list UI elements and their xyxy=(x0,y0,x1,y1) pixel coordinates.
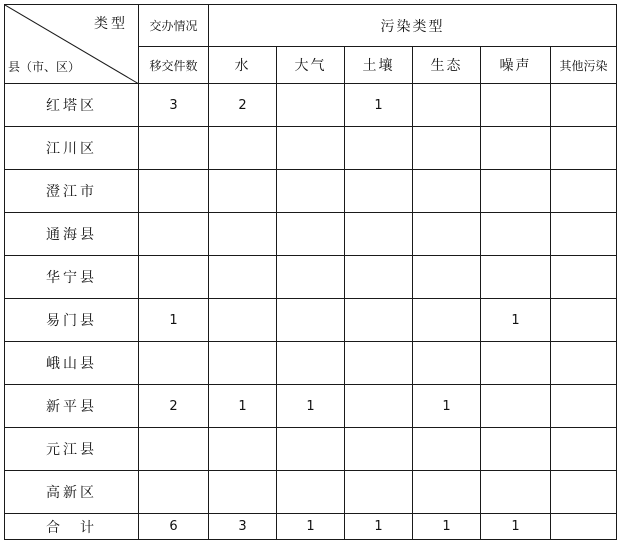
pollution-statistics-table-container xyxy=(4,4,617,540)
count-cell xyxy=(209,299,277,342)
count-cell xyxy=(413,84,481,127)
count-cell: 1 xyxy=(413,385,481,428)
count-cell xyxy=(413,127,481,170)
count-cell xyxy=(277,127,345,170)
count-cell xyxy=(139,213,209,256)
county-name-cell: 华宁县 xyxy=(5,256,139,299)
count-cell xyxy=(413,213,481,256)
count-cell xyxy=(345,213,413,256)
count-cell xyxy=(277,256,345,299)
count-cell xyxy=(345,127,413,170)
count-cell xyxy=(277,84,345,127)
county-name-cell: 红塔区 xyxy=(5,84,139,127)
count-cell xyxy=(209,170,277,213)
count-cell xyxy=(551,170,617,213)
table-row xyxy=(5,213,617,256)
table-row xyxy=(5,127,617,170)
count-cell: 1 xyxy=(277,385,345,428)
total-count-cell: 1 xyxy=(481,514,551,540)
pollution-type-header-3: 生态 xyxy=(413,47,481,84)
count-cell xyxy=(481,84,551,127)
count-cell xyxy=(139,342,209,385)
count-cell xyxy=(413,256,481,299)
count-cell: 2 xyxy=(209,84,277,127)
pollution-type-header-2: 土壤 xyxy=(345,47,413,84)
count-cell xyxy=(551,299,617,342)
table-row xyxy=(5,471,617,514)
count-cell xyxy=(139,256,209,299)
total-count-cell xyxy=(551,514,617,540)
count-cell xyxy=(139,170,209,213)
count-cell xyxy=(345,299,413,342)
count-cell xyxy=(277,342,345,385)
count-cell xyxy=(209,428,277,471)
count-cell xyxy=(139,471,209,514)
corner-header-cell xyxy=(5,5,139,84)
count-cell xyxy=(413,342,481,385)
count-cell xyxy=(481,170,551,213)
count-cell xyxy=(481,471,551,514)
count-cell xyxy=(481,256,551,299)
count-cell xyxy=(413,471,481,514)
table-row xyxy=(5,342,617,385)
pollution-statistics-table xyxy=(4,4,617,540)
count-cell xyxy=(277,428,345,471)
total-count-cell: 3 xyxy=(209,514,277,540)
total-label-cell: 合 计 xyxy=(5,514,139,540)
total-count-cell: 1 xyxy=(277,514,345,540)
count-cell xyxy=(413,428,481,471)
count-cell: 1 xyxy=(209,385,277,428)
count-cell xyxy=(481,428,551,471)
count-cell xyxy=(551,127,617,170)
count-cell xyxy=(551,385,617,428)
count-cell xyxy=(139,428,209,471)
count-cell xyxy=(277,170,345,213)
count-cell xyxy=(277,471,345,514)
table-row xyxy=(5,84,617,127)
pollution-type-header: 污染类型 xyxy=(209,5,617,47)
county-name-cell: 高新区 xyxy=(5,471,139,514)
county-name-cell: 易门县 xyxy=(5,299,139,342)
county-name-cell: 新平县 xyxy=(5,385,139,428)
count-cell xyxy=(277,213,345,256)
count-cell xyxy=(551,213,617,256)
total-count-cell: 1 xyxy=(345,514,413,540)
pollution-type-header-1: 大气 xyxy=(277,47,345,84)
county-name-cell: 江川区 xyxy=(5,127,139,170)
corner-type-label: 类型 xyxy=(94,16,128,32)
total-count-cell: 6 xyxy=(139,514,209,540)
handling-status-header: 交办情况 xyxy=(139,5,209,47)
county-name-cell: 澄江市 xyxy=(5,170,139,213)
pollution-type-header-5: 其他污染 xyxy=(551,47,617,84)
count-cell: 1 xyxy=(139,299,209,342)
count-cell xyxy=(345,471,413,514)
count-cell xyxy=(551,342,617,385)
count-cell xyxy=(551,471,617,514)
total-row xyxy=(5,514,617,540)
table-row xyxy=(5,428,617,471)
total-count-cell: 1 xyxy=(413,514,481,540)
count-cell xyxy=(209,213,277,256)
count-cell xyxy=(209,342,277,385)
count-cell xyxy=(481,342,551,385)
count-cell xyxy=(209,256,277,299)
count-cell xyxy=(345,256,413,299)
count-cell: 3 xyxy=(139,84,209,127)
count-cell xyxy=(139,127,209,170)
count-cell xyxy=(413,299,481,342)
corner-county-label: 县（市、区） xyxy=(8,60,81,74)
table-row xyxy=(5,256,617,299)
count-cell xyxy=(481,127,551,170)
count-cell xyxy=(551,256,617,299)
table-row xyxy=(5,299,617,342)
count-cell xyxy=(277,299,345,342)
transfer-count-header: 移交件数 xyxy=(139,47,209,84)
count-cell xyxy=(551,84,617,127)
pollution-type-header-0: 水 xyxy=(209,47,277,84)
count-cell xyxy=(481,385,551,428)
table-row xyxy=(5,385,617,428)
count-cell xyxy=(345,428,413,471)
count-cell xyxy=(345,170,413,213)
count-cell xyxy=(413,170,481,213)
count-cell: 1 xyxy=(481,299,551,342)
count-cell: 2 xyxy=(139,385,209,428)
count-cell xyxy=(209,127,277,170)
count-cell xyxy=(551,428,617,471)
county-name-cell: 峨山县 xyxy=(5,342,139,385)
count-cell xyxy=(209,471,277,514)
county-name-cell: 通海县 xyxy=(5,213,139,256)
count-cell xyxy=(345,385,413,428)
count-cell xyxy=(345,342,413,385)
county-name-cell: 元江县 xyxy=(5,428,139,471)
pollution-type-header-4: 噪声 xyxy=(481,47,551,84)
table-row xyxy=(5,170,617,213)
count-cell xyxy=(481,213,551,256)
count-cell: 1 xyxy=(345,84,413,127)
